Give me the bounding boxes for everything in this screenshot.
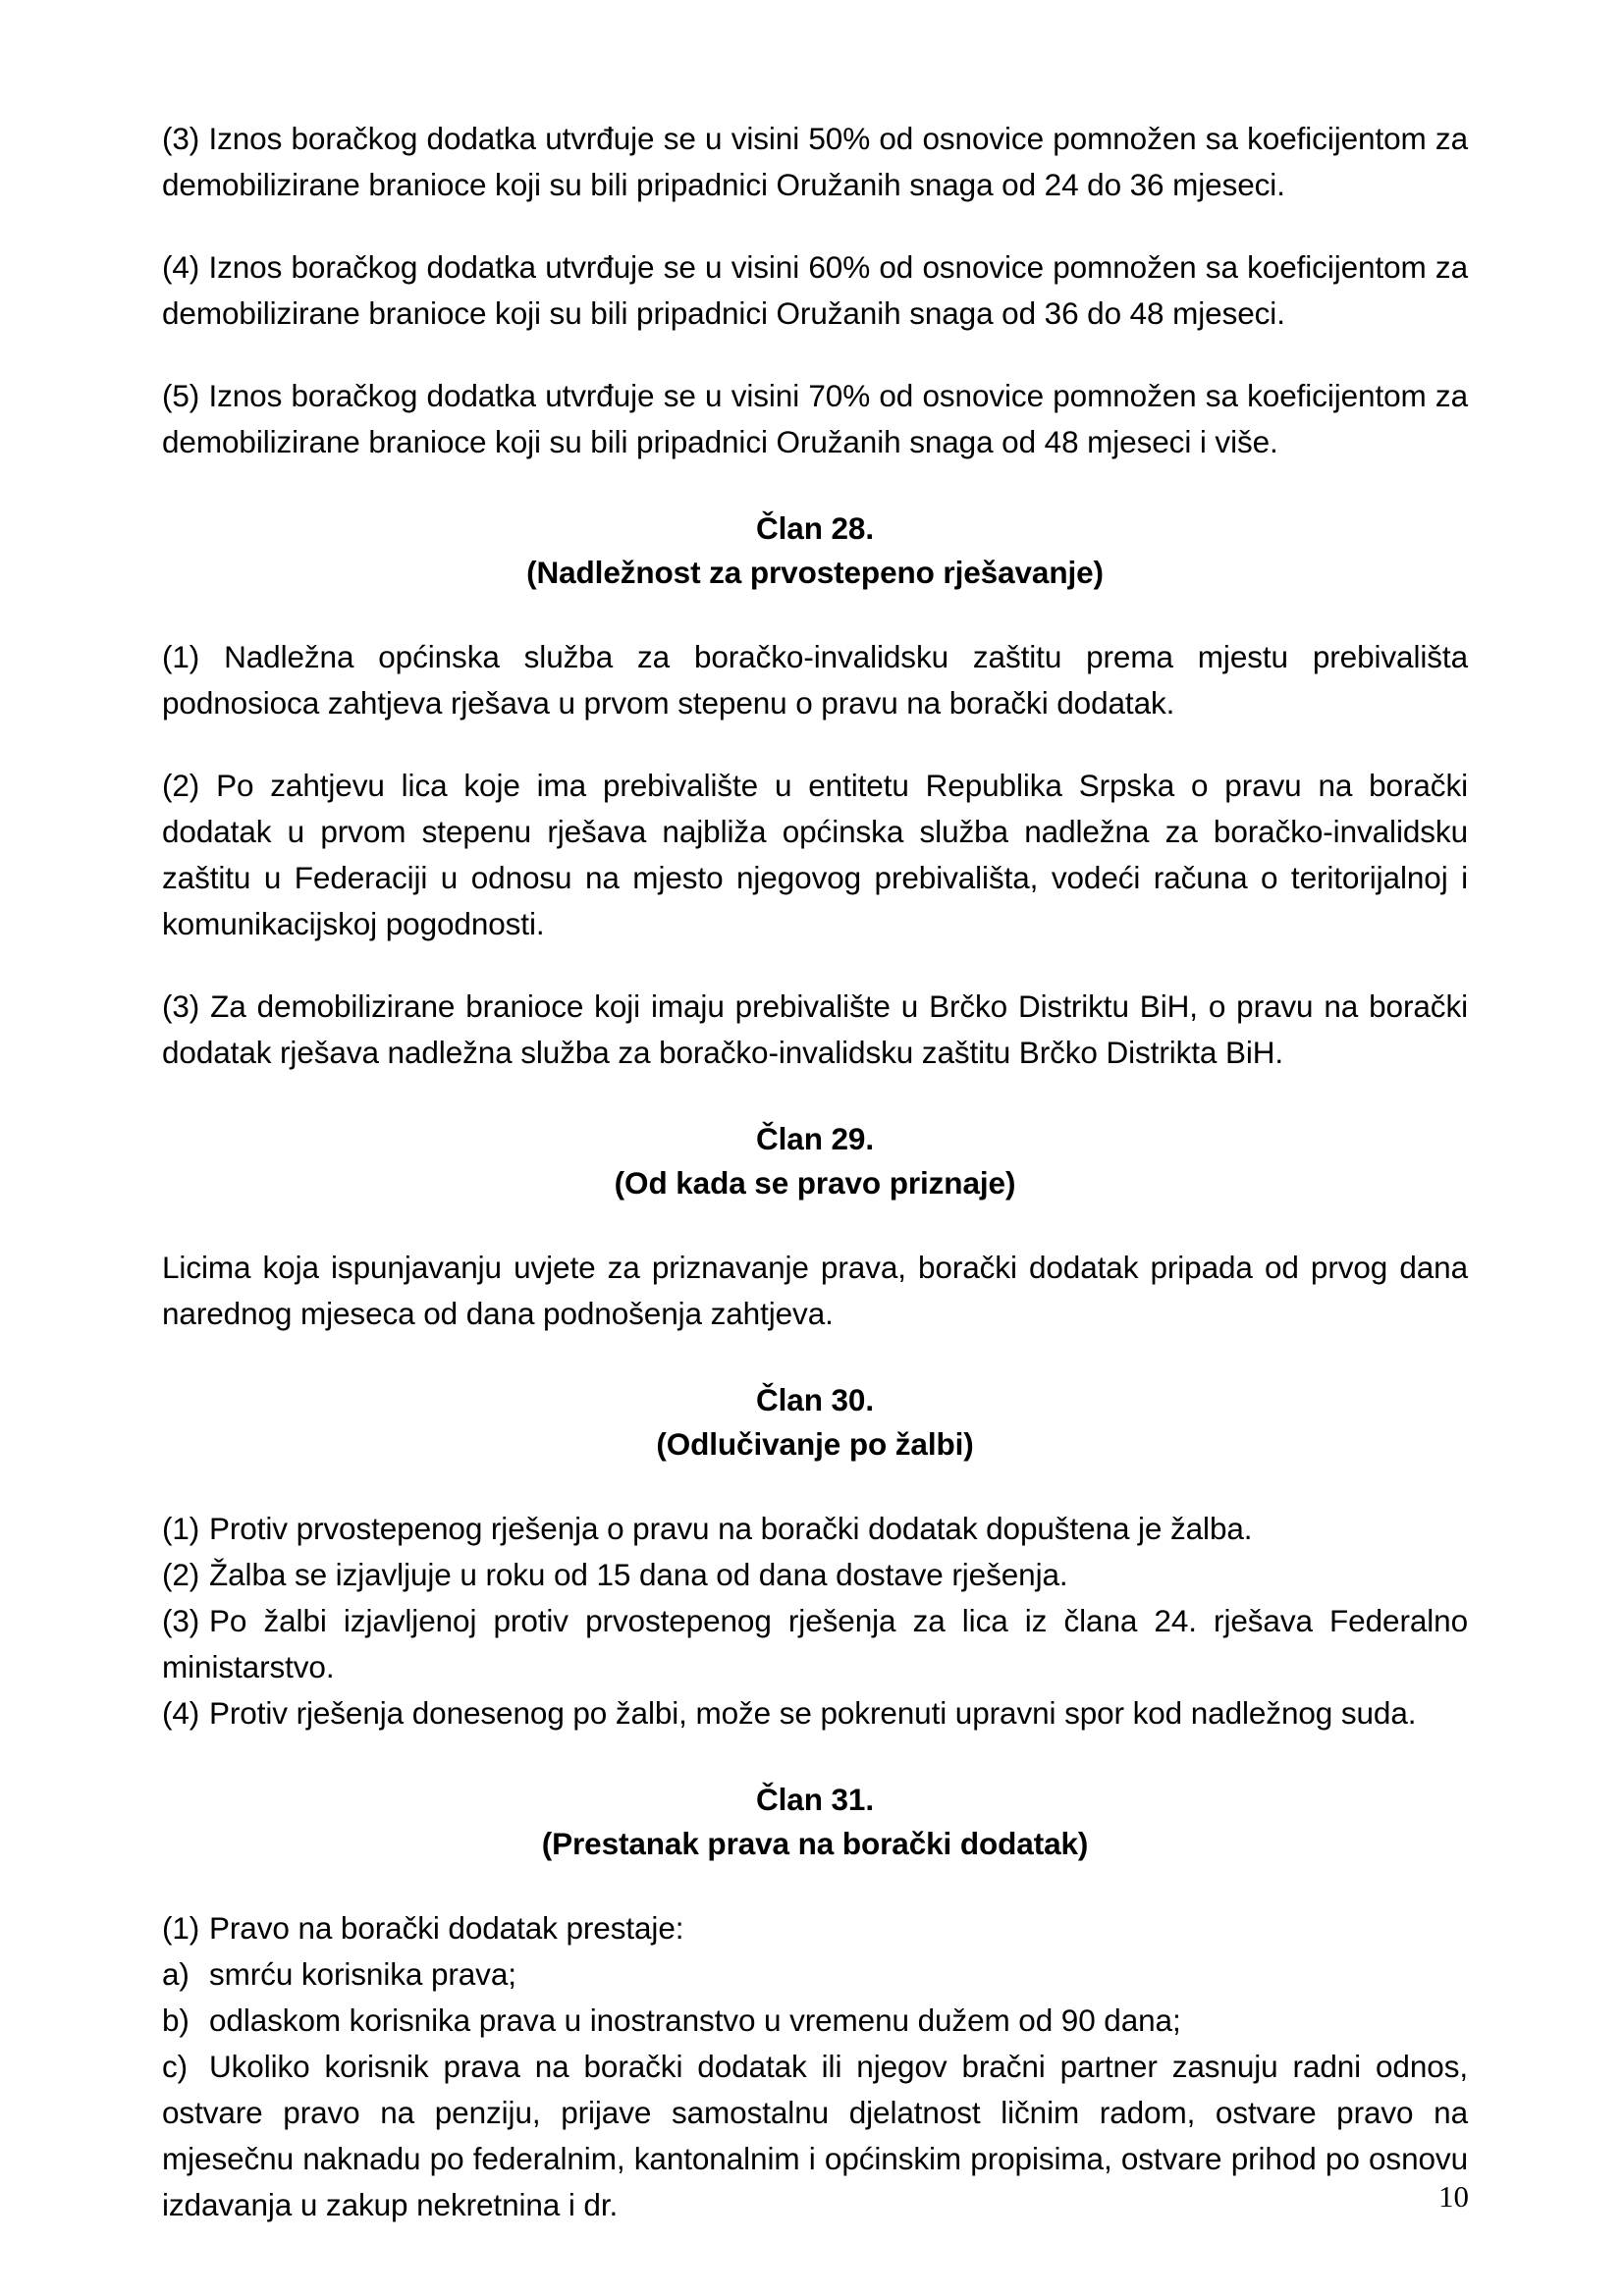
clan31-item-c-text: Ukoliko korisnik prava na borački dodatak ili njegov bračni partner zasnuju radni odnos, ostvare pravo na penziju, prijave samostalnu djelatnost ličnim radom, ostvare pravo na mjesečnu naknadu po federalnim, kantonalnim i općinskim propisima, ostvare prihod po osnovu izdavanja u zakup nekretnina i dr.	[162, 2049, 1468, 2222]
paragraph-3-iznos-50: (3) Iznos boračkog dodatka utvrđuje se u visini 50% od osnovice pomnožen sa koeficijentom za demobilizirane branioce koji su bili pripadnici Oružanih snaga od 24 do 36 mjeseci.	[162, 121, 1468, 202]
clan31-item-c	[162, 2044, 1468, 2228]
clan30-item-4-label: (4)	[162, 1695, 200, 1731]
clan30-item-1	[162, 1506, 1468, 1552]
clan31-item-1-text: Pravo na borački dodatak prestaje:	[209, 1910, 684, 1946]
clan30-item-4-text: Protiv rješenja donesenog po žalbi, može se pokrenuti upravni spor kod nadležnog suda.	[209, 1695, 1417, 1731]
heading-clan-31-subtitle: (Prestanak prava na borački dodatak)	[541, 1826, 1089, 1861]
clan31-item-b-label: b)	[162, 2002, 189, 2038]
clan31-item-c-label: c)	[162, 2049, 189, 2084]
clan31-item-a-label: a)	[162, 1956, 189, 1992]
clan31-item-b-text: odlaskom korisnika prava u inostranstvo u vremenu dužem od 90 dana;	[209, 2002, 1181, 2038]
heading-clan-28-title: Član 28.	[755, 510, 874, 546]
clan28-paragraph-2: (2) Po zahtjevu lica koje ima prebivalište u entitetu Republika Srpska o pravu na borački dodatak u prvom stepenu rješava najbliža općinska služba nadležna za boračko-invalidsku zaštitu u Federaciji u odnosu na mjesto njegovog prebivališta, vodeći računa o teritorijalnoj i komunikacijskoj pogodnosti.	[162, 768, 1468, 941]
clan31-item-b	[162, 1998, 1468, 2044]
clan31-item-1	[162, 1905, 1468, 1951]
clan30-item-3-label: (3)	[162, 1603, 200, 1638]
clan31-item-1-label: (1)	[162, 1910, 200, 1946]
paragraph-4-iznos-60: (4) Iznos boračkog dodatka utvrđuje se u visini 60% od osnovice pomnožen sa koeficijentom za demobilizirane branioce koji su bili pripadnici Oružanih snaga od 36 do 48 mjeseci.	[162, 249, 1468, 331]
heading-clan-28	[162, 507, 1468, 595]
heading-clan-30-subtitle: (Odlučivanje po žalbi)	[656, 1426, 974, 1462]
clan31-item-a-text: smrću korisnika prava;	[209, 1956, 516, 1992]
clan29-paragraph-body: Licima koja ispunjavanju uvjete za priznavanje prava, borački dodatak pripada od prvog dana narednog mjeseca od dana podnošenja zahtjeva.	[162, 1250, 1468, 1331]
heading-clan-29-subtitle: (Od kada se pravo priznaje)	[614, 1165, 1016, 1201]
clan28-paragraph-3: (3) Za demobilizirane branioce koji imaju prebivalište u Brčko Distriktu BiH, o pravu na borački dodatak rješava nadležna služba za boračko-invalidsku zaštitu Brčko Distrikta BiH.	[162, 988, 1468, 1070]
heading-clan-29	[162, 1117, 1468, 1205]
paragraph-5-iznos-70: (5) Iznos boračkog dodatka utvrđuje se u visini 70% od osnovice pomnožen sa koeficijentom za demobilizirane branioce koji su bili pripadnici Oružanih snaga od 48 mjeseci i više.	[162, 378, 1468, 459]
clan30-item-3	[162, 1598, 1468, 1690]
clan30-item-1-text: Protiv prvostepenog rješenja o pravu na borački dodatak dopuštena je žalba.	[209, 1511, 1253, 1546]
clan31-items	[162, 1905, 1468, 2228]
document-body	[162, 116, 1468, 2228]
heading-clan-30	[162, 1378, 1468, 1467]
clan30-item-3-text: Po žalbi izjavljenoj protiv prvostepenog rješenja za lica iz člana 24. rješava Federalno ministarstvo.	[162, 1603, 1468, 1684]
heading-clan-30-title: Član 30.	[755, 1382, 874, 1417]
clan30-items	[162, 1506, 1468, 1736]
clan30-item-2	[162, 1552, 1468, 1598]
clan30-item-1-label: (1)	[162, 1511, 200, 1546]
clan28-paragraph-1: (1) Nadležna općinska služba za boračko-invalidsku zaštitu prema mjestu prebivališta podnosioca zahtjeva rješava u prvom stepenu o pravu na borački dodatak.	[162, 639, 1468, 721]
clan31-item-a	[162, 1951, 1468, 1998]
heading-clan-31	[162, 1778, 1468, 1866]
heading-clan-31-title: Član 31.	[755, 1782, 874, 1817]
clan30-item-2-text: Žalba se izjavljuje u roku od 15 dana od dana dostave rješenja.	[209, 1557, 1068, 1592]
heading-clan-29-title: Član 29.	[755, 1121, 874, 1156]
clan30-item-2-label: (2)	[162, 1557, 200, 1592]
clan30-item-4	[162, 1690, 1468, 1736]
page-number: 10	[1438, 2179, 1469, 2214]
heading-clan-28-subtitle: (Nadležnost za prvostepeno rješavanje)	[526, 555, 1104, 590]
